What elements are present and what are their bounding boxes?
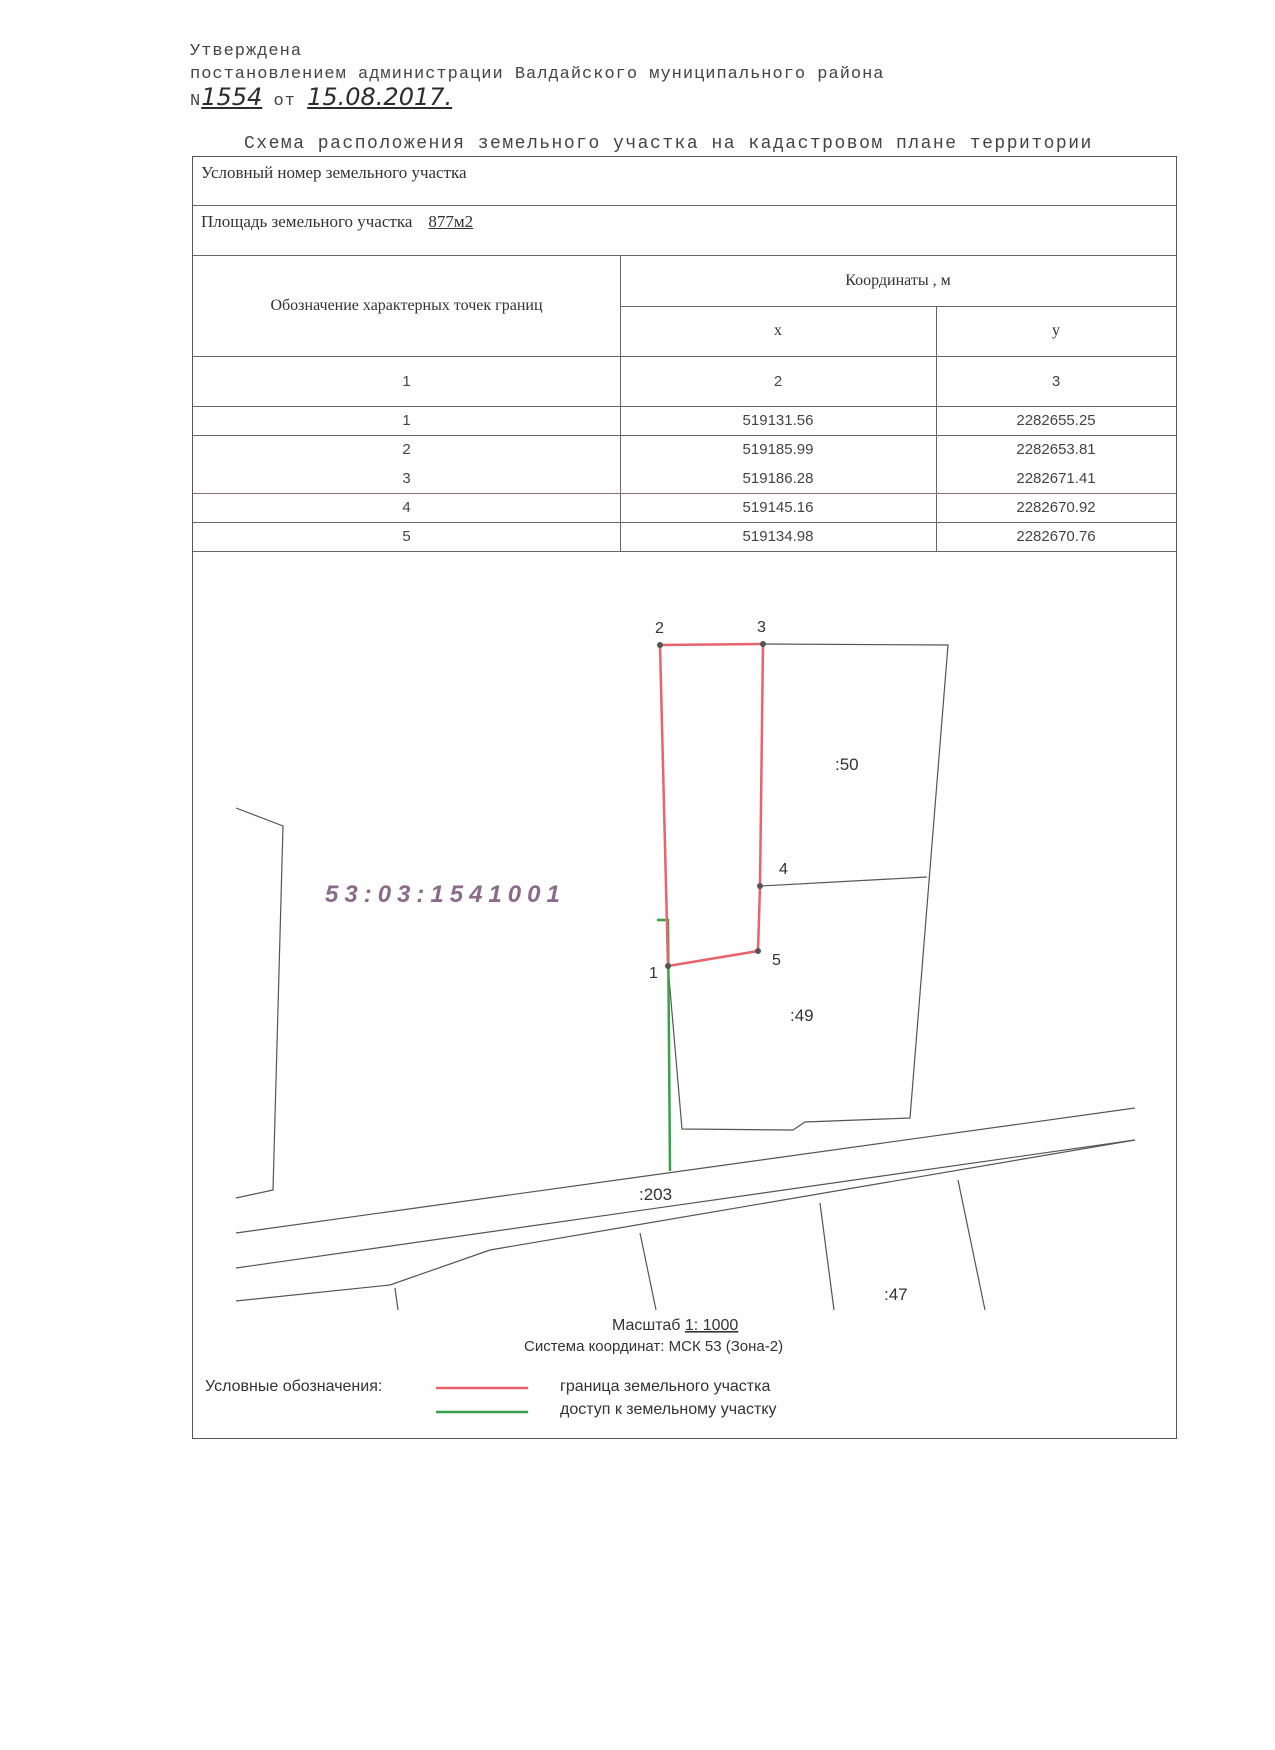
point-label-1: 1 [649,965,658,982]
road-edge [236,1140,1135,1301]
scale-value: 1: 1000 [684,1317,739,1334]
point-4: 4 [402,499,411,516]
points-header: Обозначение характерных точек границ [270,297,543,314]
decree-date: 15.08.2017. [307,83,453,111]
legend-access-label: доступ к земельному участку [560,1401,777,1418]
point-1-y: 2282655.25 [1016,412,1096,429]
boundary-point [757,883,763,889]
conditional-number-label: Условный номер земельного участка [201,163,467,182]
point-5: 5 [402,528,411,545]
parcel-label-203: :203 [639,1185,673,1204]
parcel-label-49: :49 [790,1006,814,1025]
boundary-point [665,963,671,969]
area-value: 877м2 [428,212,474,231]
point-2-x: 519185.99 [742,441,814,458]
parcel-boundary [660,644,763,966]
coordinate-system: Система координат: МСК 53 (Зона-2) [524,1338,784,1355]
point-5-x: 519134.98 [742,528,814,545]
legend-boundary-label: граница земельного участка [560,1378,771,1395]
parcel-label-50: :50 [835,755,859,774]
point-label-5: 5 [772,952,781,969]
number-prefix: N [190,92,202,111]
col-number-3: 3 [1051,372,1061,390]
document-title: Схема расположения земельного участка на кадастровом плане территории [244,134,1093,154]
coords-header: Координаты , м [845,272,951,289]
point-4-x: 519145.16 [742,499,814,516]
boundary-point [657,642,663,648]
point-4-y: 2282670.92 [1016,499,1096,516]
point-label-2: 2 [655,620,664,637]
parcel-label-47: :47 [884,1285,908,1304]
area-label: Площадь земельного участка [201,212,413,231]
parcel-outline [395,1288,398,1310]
x-header: x [774,322,782,339]
date-prefix: от [273,92,296,111]
scale-word: Масштаб [612,1317,681,1334]
point-3-x: 519186.28 [742,470,814,487]
col-number-2: 2 [773,372,783,390]
decree-number: 1554 [201,83,263,111]
parcel-outline [820,1203,834,1310]
point-label-3: 3 [757,619,766,636]
point-3-y: 2282671.41 [1016,470,1096,487]
road-edge [236,1140,1135,1268]
cadastral-quarter-number: 53:03:1541001 [325,881,566,908]
point-2: 2 [402,441,411,458]
parcel-outline [958,1180,985,1310]
point-2-y: 2282653.81 [1016,441,1096,458]
legend-title: Условные обозначения: [205,1378,383,1395]
parcel-outline [236,808,283,1198]
point-label-4: 4 [779,861,788,878]
point-1-x: 519131.56 [742,412,814,429]
parcel-outline [761,877,927,886]
point-5-y: 2282670.76 [1016,528,1096,545]
road-edge [236,1108,1135,1233]
boundary-point [760,641,766,647]
col-number-1: 1 [402,372,411,390]
point-1: 1 [402,412,411,429]
point-3: 3 [402,470,411,487]
scale-label [612,1317,738,1334]
y-header: y [1052,322,1060,339]
boundary-point [755,948,761,954]
parcel-outline [640,1233,656,1310]
parcel-outline [668,644,948,1130]
approved-label: Утверждена [190,42,303,61]
decree-label: постановлением администрации Валдайского муниципального района [190,65,885,84]
